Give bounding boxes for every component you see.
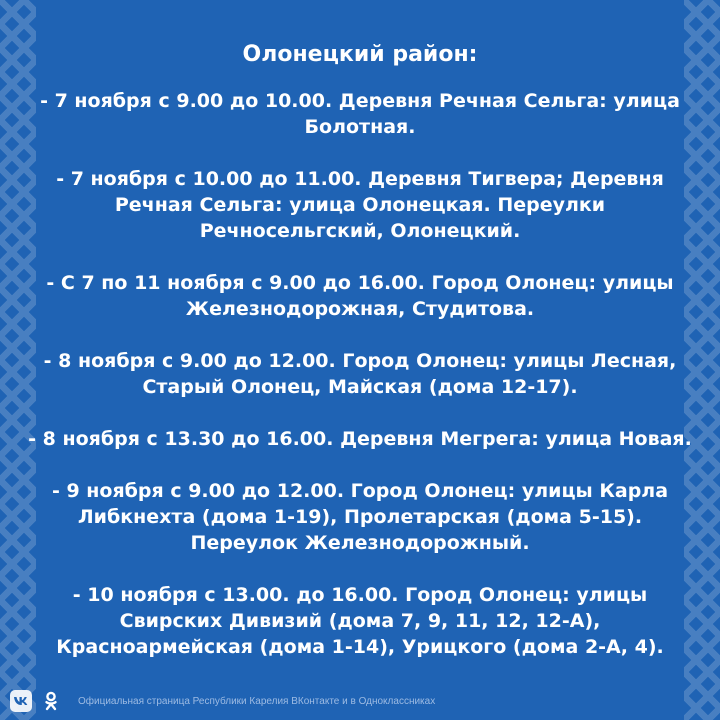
list-item: - 7 ноября с 9.00 до 10.00. Деревня Речная Сельга: улица Болотная. [40,90,680,138]
footer [10,690,435,712]
page-title: Олонецкий район: [242,42,478,67]
list-item: - 8 ноября с 9.00 до 12.00. Город Олонец: улицы Лесная, Старый Олонец, Майская (дома 12-17). [43,350,677,398]
list-item: - С 7 по 11 ноября с 9.00 до 16.00. Город Олонец: улицы Железнодорожная, Студитова. [46,272,674,320]
list-item: - 7 ноября с 10.00 до 11.00. Деревня Тигвера; Деревня Речная Сельга: улица Олонецкая. Переулки Речносельгский, Олонецкий. [56,168,664,242]
vk-icon[interactable] [10,690,32,712]
footer-text: Официальная страница Республики Карелия ВКонтакте и в Одноклассниках [78,695,436,707]
odnoklassniki-icon[interactable] [40,690,62,712]
list-item: - 10 ноября с 13.00. до 16.00. Город Олонец: улицы Свирских Дивизий (дома 7, 9, 11, 12, 12-А), Красноармейская (дома 1-14), Урицкого (дома 2-А, 4). [56,584,664,658]
list-item: - 8 ноября с 13.30 до 16.00. Деревня Мегрега: улица Новая. [28,428,692,450]
announcement [0,38,720,660]
list-item: - 9 ноября с 9.00 до 12.00. Город Олонец: улицы Карла Либкнехта (дома 1-19), Пролетарская (дома 5-15). Переулок Железнодорожный. [51,480,669,554]
